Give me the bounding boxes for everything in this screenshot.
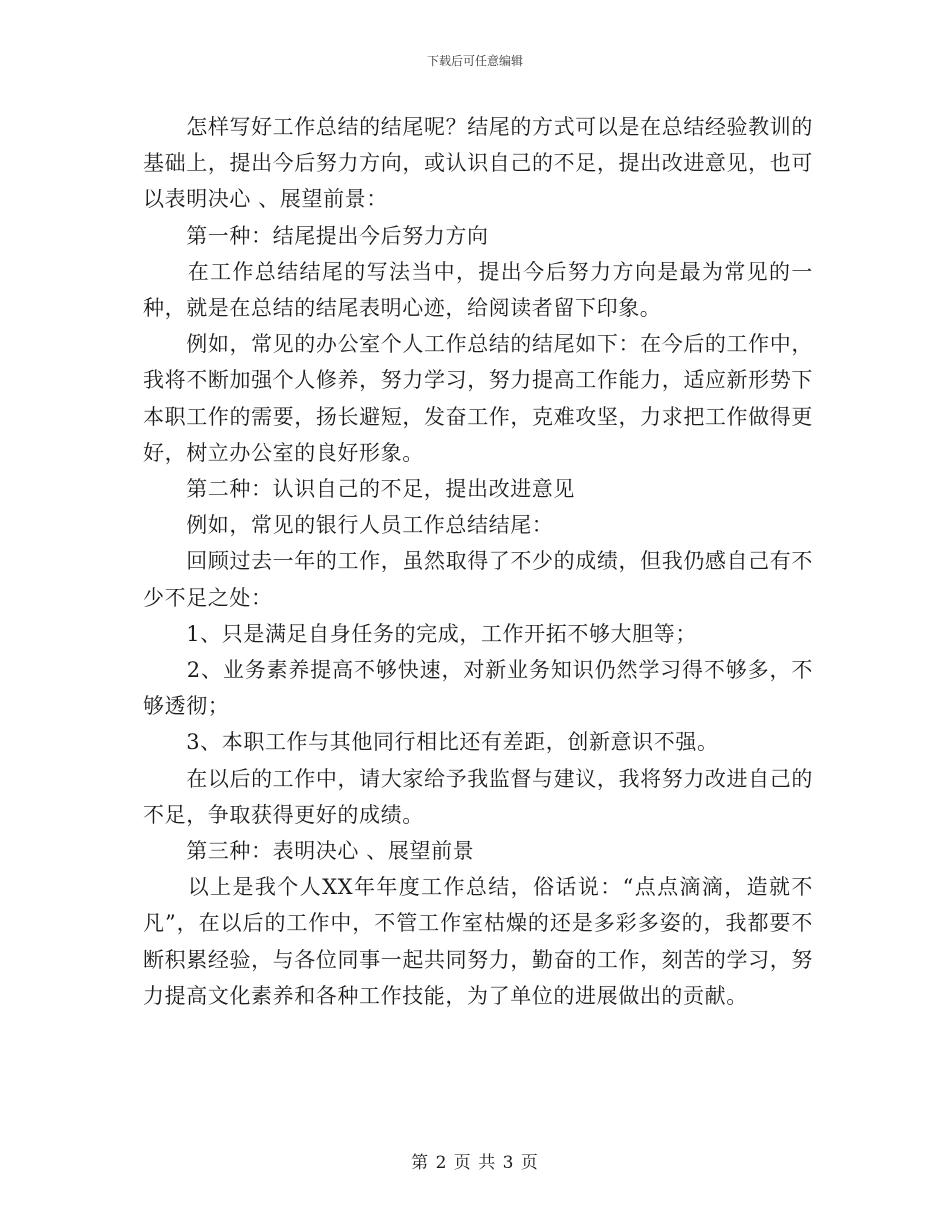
paragraph-intro: 怎样写好工作总结的结尾呢？结尾的方式可以是在总结经验教训的基础上，提出今后努力方向，或认识自己的不足，提出改进意见，也可以表明决心 、展望前景： [143,115,813,212]
paragraph-bank-example-intro: 例如，常见的银行人员工作总结结尾： [143,513,554,538]
list-item-3: 3、本职工作与其他同行相比还有差距，创新意识不强。 [143,730,719,755]
heading-method-two: 第二种：认识自己的不足，提出改进意见 [143,477,575,502]
paragraph-improvement: 在以后的工作中，请大家给予我监督与建议，我将努力改进自己的不足，争取获得更好的成绩。 [143,766,813,827]
list-item-1: 1、只是满足自身任务的完成，工作开拓不够大胆等； [143,621,697,646]
page-number-footer: 第 2 页 共 3 页 [411,1153,539,1173]
page-header: 下载后可任意编辑 [426,54,523,68]
paragraph-review: 回顾过去一年的工作，虽然取得了不少的成绩，但我仍感自己有不少不足之处： [143,549,813,610]
paragraph-office-example: 例如，常见的办公室个人工作总结的结尾如下：在今后的工作中，我将不断加强个人修养，努力学习，努力提高工作能力，适应新形势下本职工作的需要，扬长避短，发奋工作，克难攻坚，力求把工作做得更好，树立办公室的良好形象。 [143,332,813,465]
heading-method-one: 第一种：结尾提出今后努力方向 [143,223,489,248]
paragraph-annual-summary: 以上是我个人XX年年度工作总结，俗话说：“点点滴滴，造就不凡”，在以后的工作中，不管工作室枯燥的还是多彩多姿的，我都要不断积累经验，与各位同事一起共同努力，勤奋的工作，刻苦的学习，努力提高文化素养和各种工作技能，为了单位的进展做出的贡献。 [143,875,813,1008]
list-item-2: 2、业务素养提高不够快速，对新业务知识仍然学习得不够多，不够透彻； [143,658,813,719]
paragraph-method-one: 在工作总结结尾的写法当中，提出今后努力方向是最为常见的一种，就是在总结的结尾表明心迹，给阅读者留下印象。 [143,259,813,321]
heading-method-three: 第三种：表明决心 、展望前景 [143,839,475,864]
document-body [143,109,813,1014]
